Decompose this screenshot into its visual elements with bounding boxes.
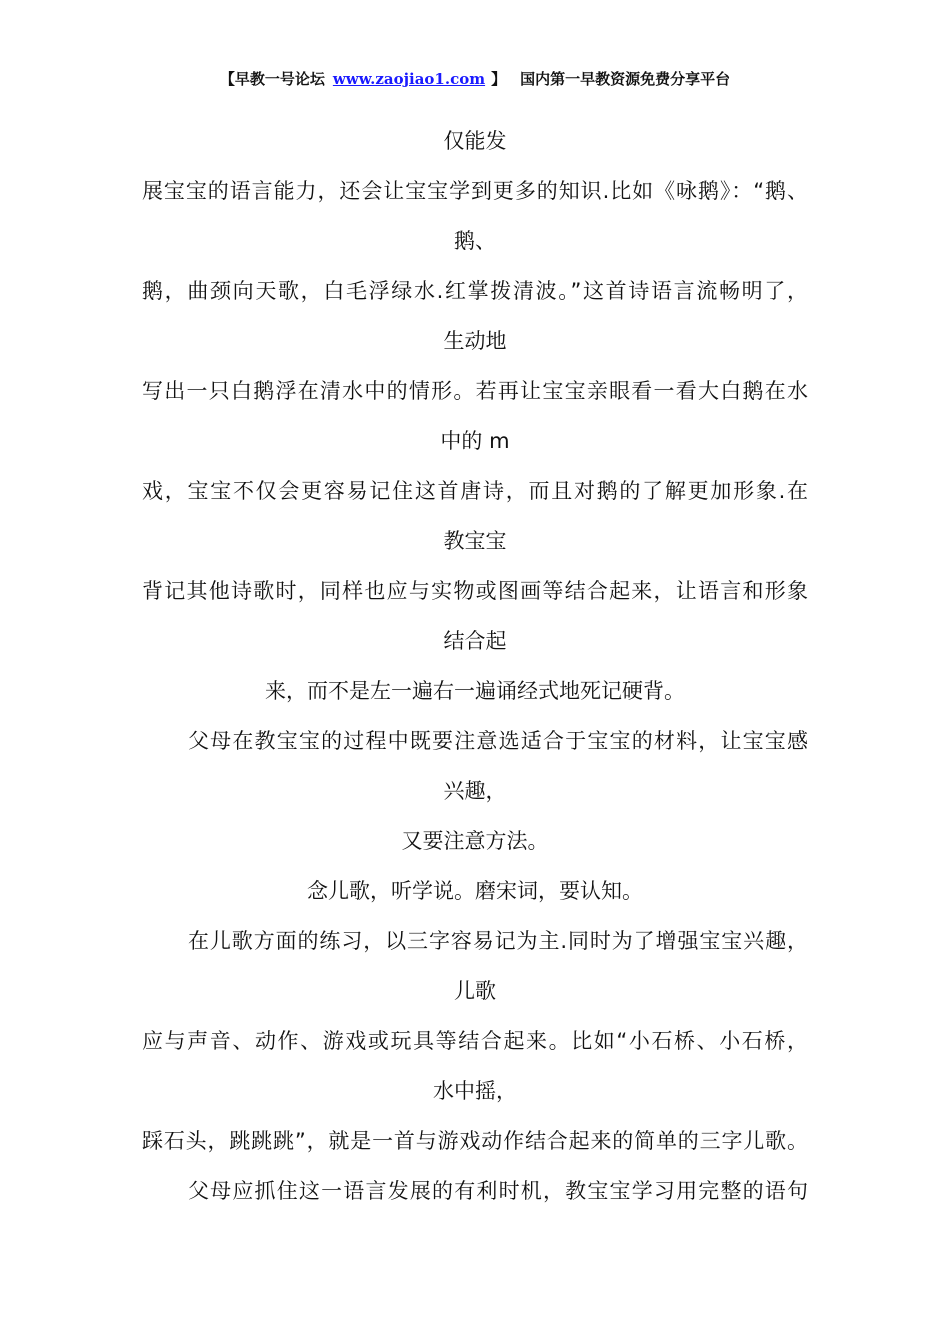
text-line: 生动地 xyxy=(443,329,507,353)
text-line: 水中摇， xyxy=(433,1079,517,1103)
text-line: 展宝宝的语言能力，还会让宝宝学到更多的知识.比如《咏鹅》：“鹅、 xyxy=(142,179,808,203)
text-line: 鹅、 xyxy=(454,229,496,253)
page-header xyxy=(0,68,950,89)
text-line: 戏，宝宝不仅会更容易记住这首唐诗，而且对鹅的了解更加形象.在 xyxy=(142,479,808,503)
header-website-link[interactable]: www.zaojiao1.com xyxy=(332,70,486,88)
text-line: 背记其他诗歌时，同样也应与实物或图画等结合起来，让语言和形象 xyxy=(142,579,808,603)
text-line: 仅能发 xyxy=(443,129,507,153)
text-line: 踩石头，跳跳跳”，就是一首与游戏动作结合起来的简单的三字儿歌。 xyxy=(142,1129,808,1153)
text-line: 父母在教宝宝的过程中既要注意选适合于宝宝的材料，让宝宝感 xyxy=(188,729,808,753)
text-line: 中的 m xyxy=(440,429,510,453)
text-line: 儿歌 xyxy=(454,979,496,1003)
text-line: 兴趣， xyxy=(443,779,507,803)
text-line: 来，而不是左一遍右一遍诵经式地死记硬背。 xyxy=(265,679,685,703)
text-line: 写出一只白鹅浮在清水中的情形。若再让宝宝亲眼看一看大白鹅在水 xyxy=(142,379,808,403)
header-tagline: 国内第一早教资源免费分享平台 xyxy=(520,70,731,88)
text-line: 教宝宝 xyxy=(443,529,507,553)
text-line: 在儿歌方面的练习，以三字容易记为主.同时为了增强宝宝兴趣， xyxy=(188,929,808,953)
text-line: 父母应抓住这一语言发展的有利时机，教宝宝学习用完整的语句 xyxy=(188,1179,808,1203)
text-line: 鹅，曲颈向天歌，白毛浮绿水.红掌拨清波。”这首诗语言流畅明了， xyxy=(142,279,808,303)
text-line: 又要注意方法。 xyxy=(401,829,549,853)
text-line: 应与声音、动作、游戏或玩具等结合起来。比如“小石桥、小石桥， xyxy=(142,1029,808,1053)
header-close-bracket: 】 xyxy=(491,70,507,88)
header-forum-name: 【早教一号论坛 xyxy=(219,70,325,88)
text-line: 念儿歌，听学说。磨宋词，要认知。 xyxy=(307,879,643,903)
text-line: 结合起 xyxy=(443,629,507,653)
